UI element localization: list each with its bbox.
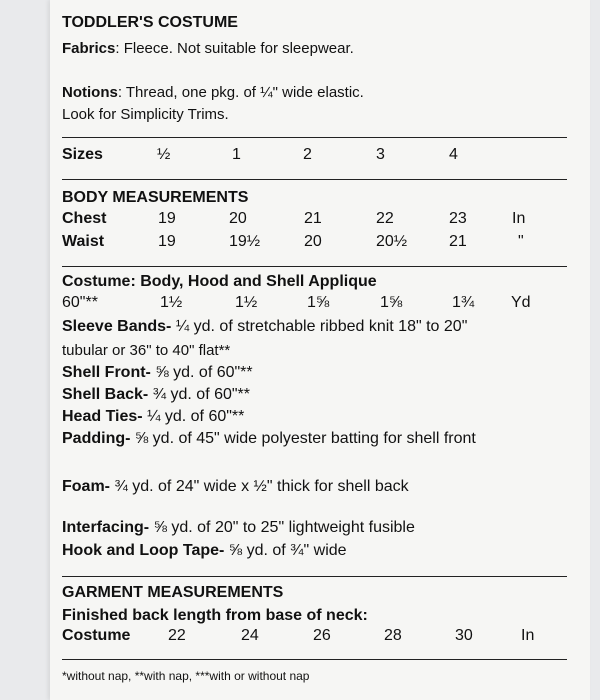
hook-loop-label: Hook and Loop Tape- bbox=[62, 542, 225, 559]
yardage-cell: 1½ bbox=[235, 294, 258, 311]
size-cell: 2 bbox=[303, 146, 312, 163]
divider bbox=[62, 179, 567, 180]
unit-cell: " bbox=[518, 233, 524, 250]
size-cell: 1 bbox=[232, 146, 241, 163]
sleeve-bands-label: Sleeve Bands- bbox=[62, 318, 172, 335]
value-cell: 30 bbox=[455, 627, 473, 644]
value-cell: 22 bbox=[168, 627, 186, 644]
notions-text: : Thread, one pkg. of ¼" wide elastic. bbox=[117, 84, 364, 101]
fabrics-line bbox=[62, 40, 354, 57]
value-cell: 20 bbox=[229, 210, 247, 227]
value-cell: 19 bbox=[158, 210, 176, 227]
value-cell: 28 bbox=[384, 627, 402, 644]
hook-loop-text: ⅝ yd. of ¾" wide bbox=[224, 542, 347, 559]
hook-loop-line bbox=[62, 542, 347, 560]
shell-back-text: ¾ yd. of 60"** bbox=[148, 386, 251, 403]
value-cell: 24 bbox=[241, 627, 259, 644]
shell-back-label: Shell Back- bbox=[62, 386, 149, 403]
notions-label: Notions bbox=[62, 84, 118, 101]
value-cell: 20 bbox=[304, 233, 322, 250]
shell-back-line bbox=[62, 386, 250, 404]
yardage-cell: 1¾ bbox=[452, 294, 475, 311]
notions-line bbox=[62, 84, 364, 101]
value-cell: 20½ bbox=[376, 233, 408, 250]
foam-line bbox=[62, 478, 409, 496]
foam-text: ¾ yd. of 24" wide x ½" thick for shell back bbox=[110, 478, 409, 495]
value-cell: 21 bbox=[304, 210, 322, 227]
value-cell: 19½ bbox=[229, 233, 261, 250]
value-cell: 23 bbox=[449, 210, 467, 227]
sleeve-bands-line bbox=[62, 318, 467, 336]
value-cell: 21 bbox=[449, 233, 467, 250]
head-ties-text: ¼ yd. of 60"** bbox=[142, 408, 245, 425]
head-ties-line bbox=[62, 408, 244, 426]
yardage-cell: 1⅝ bbox=[307, 294, 330, 311]
sleeve-bands-line-2: tubular or 36" to 40" flat** bbox=[62, 342, 231, 359]
size-cell: 4 bbox=[449, 146, 458, 163]
padding-line bbox=[62, 430, 476, 448]
value-cell: 26 bbox=[313, 627, 331, 644]
footnote: *without nap, **with nap, ***with or without nap bbox=[62, 669, 310, 683]
shell-front-line bbox=[62, 364, 253, 382]
garment-measurements-heading: GARMENT MEASUREMENTS bbox=[62, 584, 284, 601]
fabrics-text: : Fleece. Not suitable for sleepwear. bbox=[115, 40, 354, 57]
unit-cell: In bbox=[521, 627, 535, 644]
shell-front-label: Shell Front- bbox=[62, 364, 151, 381]
value-cell: 19 bbox=[158, 233, 176, 250]
divider bbox=[62, 137, 567, 138]
row-label: Waist bbox=[62, 233, 105, 250]
value-cell: 22 bbox=[376, 210, 394, 227]
costume-heading: Costume: Body, Hood and Shell Applique bbox=[62, 273, 377, 290]
fabrics-label: Fabrics bbox=[62, 40, 116, 57]
page-title: TODDLER'S COSTUME bbox=[62, 14, 238, 31]
divider bbox=[62, 266, 567, 267]
row-label: 60"** bbox=[62, 294, 98, 311]
yardage-cell: 1½ bbox=[160, 294, 183, 311]
row-label: Chest bbox=[62, 210, 107, 227]
yardage-cell: 1⅝ bbox=[380, 294, 403, 311]
divider bbox=[62, 576, 567, 577]
interfacing-text: ⅝ yd. of 20" to 25" lightweight fusible bbox=[149, 519, 415, 536]
unit-cell: In bbox=[512, 210, 526, 227]
shell-front-text: ⅝ yd. of 60"** bbox=[150, 364, 253, 381]
unit-cell: Yd bbox=[511, 294, 531, 311]
row-label: Costume bbox=[62, 627, 131, 644]
interfacing-line bbox=[62, 519, 415, 537]
size-cell: 3 bbox=[376, 146, 385, 163]
foam-label: Foam- bbox=[62, 478, 110, 495]
divider bbox=[62, 659, 567, 660]
interfacing-label: Interfacing- bbox=[62, 519, 150, 536]
padding-label: Padding- bbox=[62, 430, 131, 447]
garment-measurements-subheading: Finished back length from base of neck: bbox=[62, 607, 368, 624]
sizes-label: Sizes bbox=[62, 146, 103, 163]
padding-text: ⅝ yd. of 45" wide polyester batting for shell front bbox=[130, 430, 476, 447]
sleeve-bands-text: ¼ yd. of stretchable ribbed knit 18" to 20" bbox=[171, 318, 468, 335]
size-cell: ½ bbox=[157, 146, 171, 163]
head-ties-label: Head Ties- bbox=[62, 408, 143, 425]
body-measurements-heading: BODY MEASUREMENTS bbox=[62, 189, 249, 206]
notions-line-2: Look for Simplicity Trims. bbox=[62, 106, 229, 123]
